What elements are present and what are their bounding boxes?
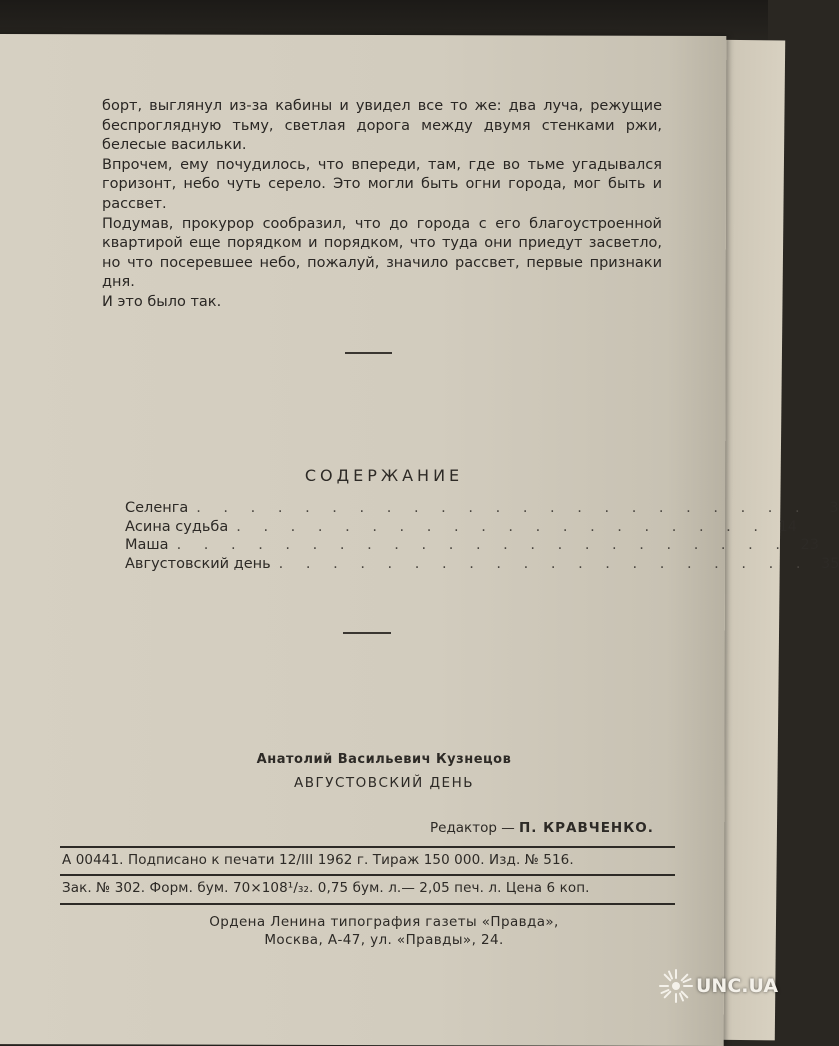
- toc-leader-dots: . . . . . . . . . . . . . . . . . . . . . . .: [196, 500, 809, 516]
- table-of-contents: [125, 500, 839, 574]
- paper-data-line: Зак. № 302. Форм. бум. 70×108¹/₃₂. 0,75 бум. л.— 2,05 печ. л. Цена 6 коп.: [62, 880, 590, 896]
- toc-entry-title: Маша: [125, 537, 169, 553]
- section-divider: [343, 632, 391, 634]
- toc-entry-title: Селенга: [125, 500, 189, 516]
- toc-entry-page: 3: [829, 500, 839, 516]
- watermark-text: UNC.UA: [696, 975, 779, 997]
- toc-heading: СОДЕРЖАНИЕ: [304, 466, 464, 485]
- book-title: АВГУСТОВСКИЙ ДЕНЬ: [293, 775, 474, 791]
- author-name: Анатолий Васильевич Кузнецов: [256, 752, 512, 767]
- toc-entry: [125, 555, 839, 575]
- editor-label: Редактор —: [430, 820, 515, 836]
- paragraph: борт, выглянул из-за кабины и увидел все то же: два луча, режущие беспроглядную тьму, светлая дорога между двумя стенками ржи, белесые васильки.: [102, 98, 662, 154]
- paragraph: Впрочем, ему почудилось, что впереди, там, где во тьме угадывался горизонт, небо чуть серело. Это могли быть огни города, мог быть и рассвет.: [102, 156, 662, 212]
- toc-leader-dots: . . . . . . . . . . . . . . . . . . . . . . .: [176, 537, 789, 553]
- section-divider: [345, 352, 392, 354]
- toc-entry-title: Августовский день: [125, 555, 271, 572]
- print-data-line: А 00441. Подписано к печати 12/III 1962 г. Тираж 150 000. Изд. № 516.: [62, 852, 574, 868]
- imprint-rule-top: [60, 846, 675, 848]
- printer-address: Москва, А-47, ул. «Правды», 24.: [264, 932, 504, 948]
- story-ending-text: [102, 97, 662, 313]
- toc-entry-page: 14: [778, 518, 798, 535]
- starburst-logo-icon: [658, 968, 694, 1004]
- toc-entry: [125, 518, 798, 538]
- editor-name: П. КРАВЧЕНКО.: [519, 820, 654, 836]
- paragraph: И это было так.: [102, 293, 222, 310]
- toc-leader-dots: . . . . . . . . . . . . . . . . . . . .: [236, 518, 768, 535]
- paragraph: Подумав, прокурор сообразил, что до города с его благоустроенной квартирой еще порядком и порядком, что туда они приедут засветло, но что посеревшее небо, пожалуй, значило рассвет, первые признаки дня.: [102, 215, 662, 291]
- editor-credit: [430, 820, 654, 836]
- imprint-rule-bottom: [60, 903, 675, 905]
- toc-leader-dots: . . . . . . . . . . . . . . . . . . . .: [278, 555, 810, 572]
- toc-entry: [125, 500, 839, 519]
- imprint-rule-middle: [60, 874, 675, 876]
- toc-entry: [125, 537, 819, 556]
- toc-entry-page: 35: [820, 555, 839, 572]
- toc-entry-page: 23: [800, 537, 819, 553]
- printer-line: Ордена Ленина типография газеты «Правда»,: [209, 914, 559, 930]
- watermark: [658, 968, 778, 1004]
- toc-entry-title: Асина судьба: [125, 518, 229, 535]
